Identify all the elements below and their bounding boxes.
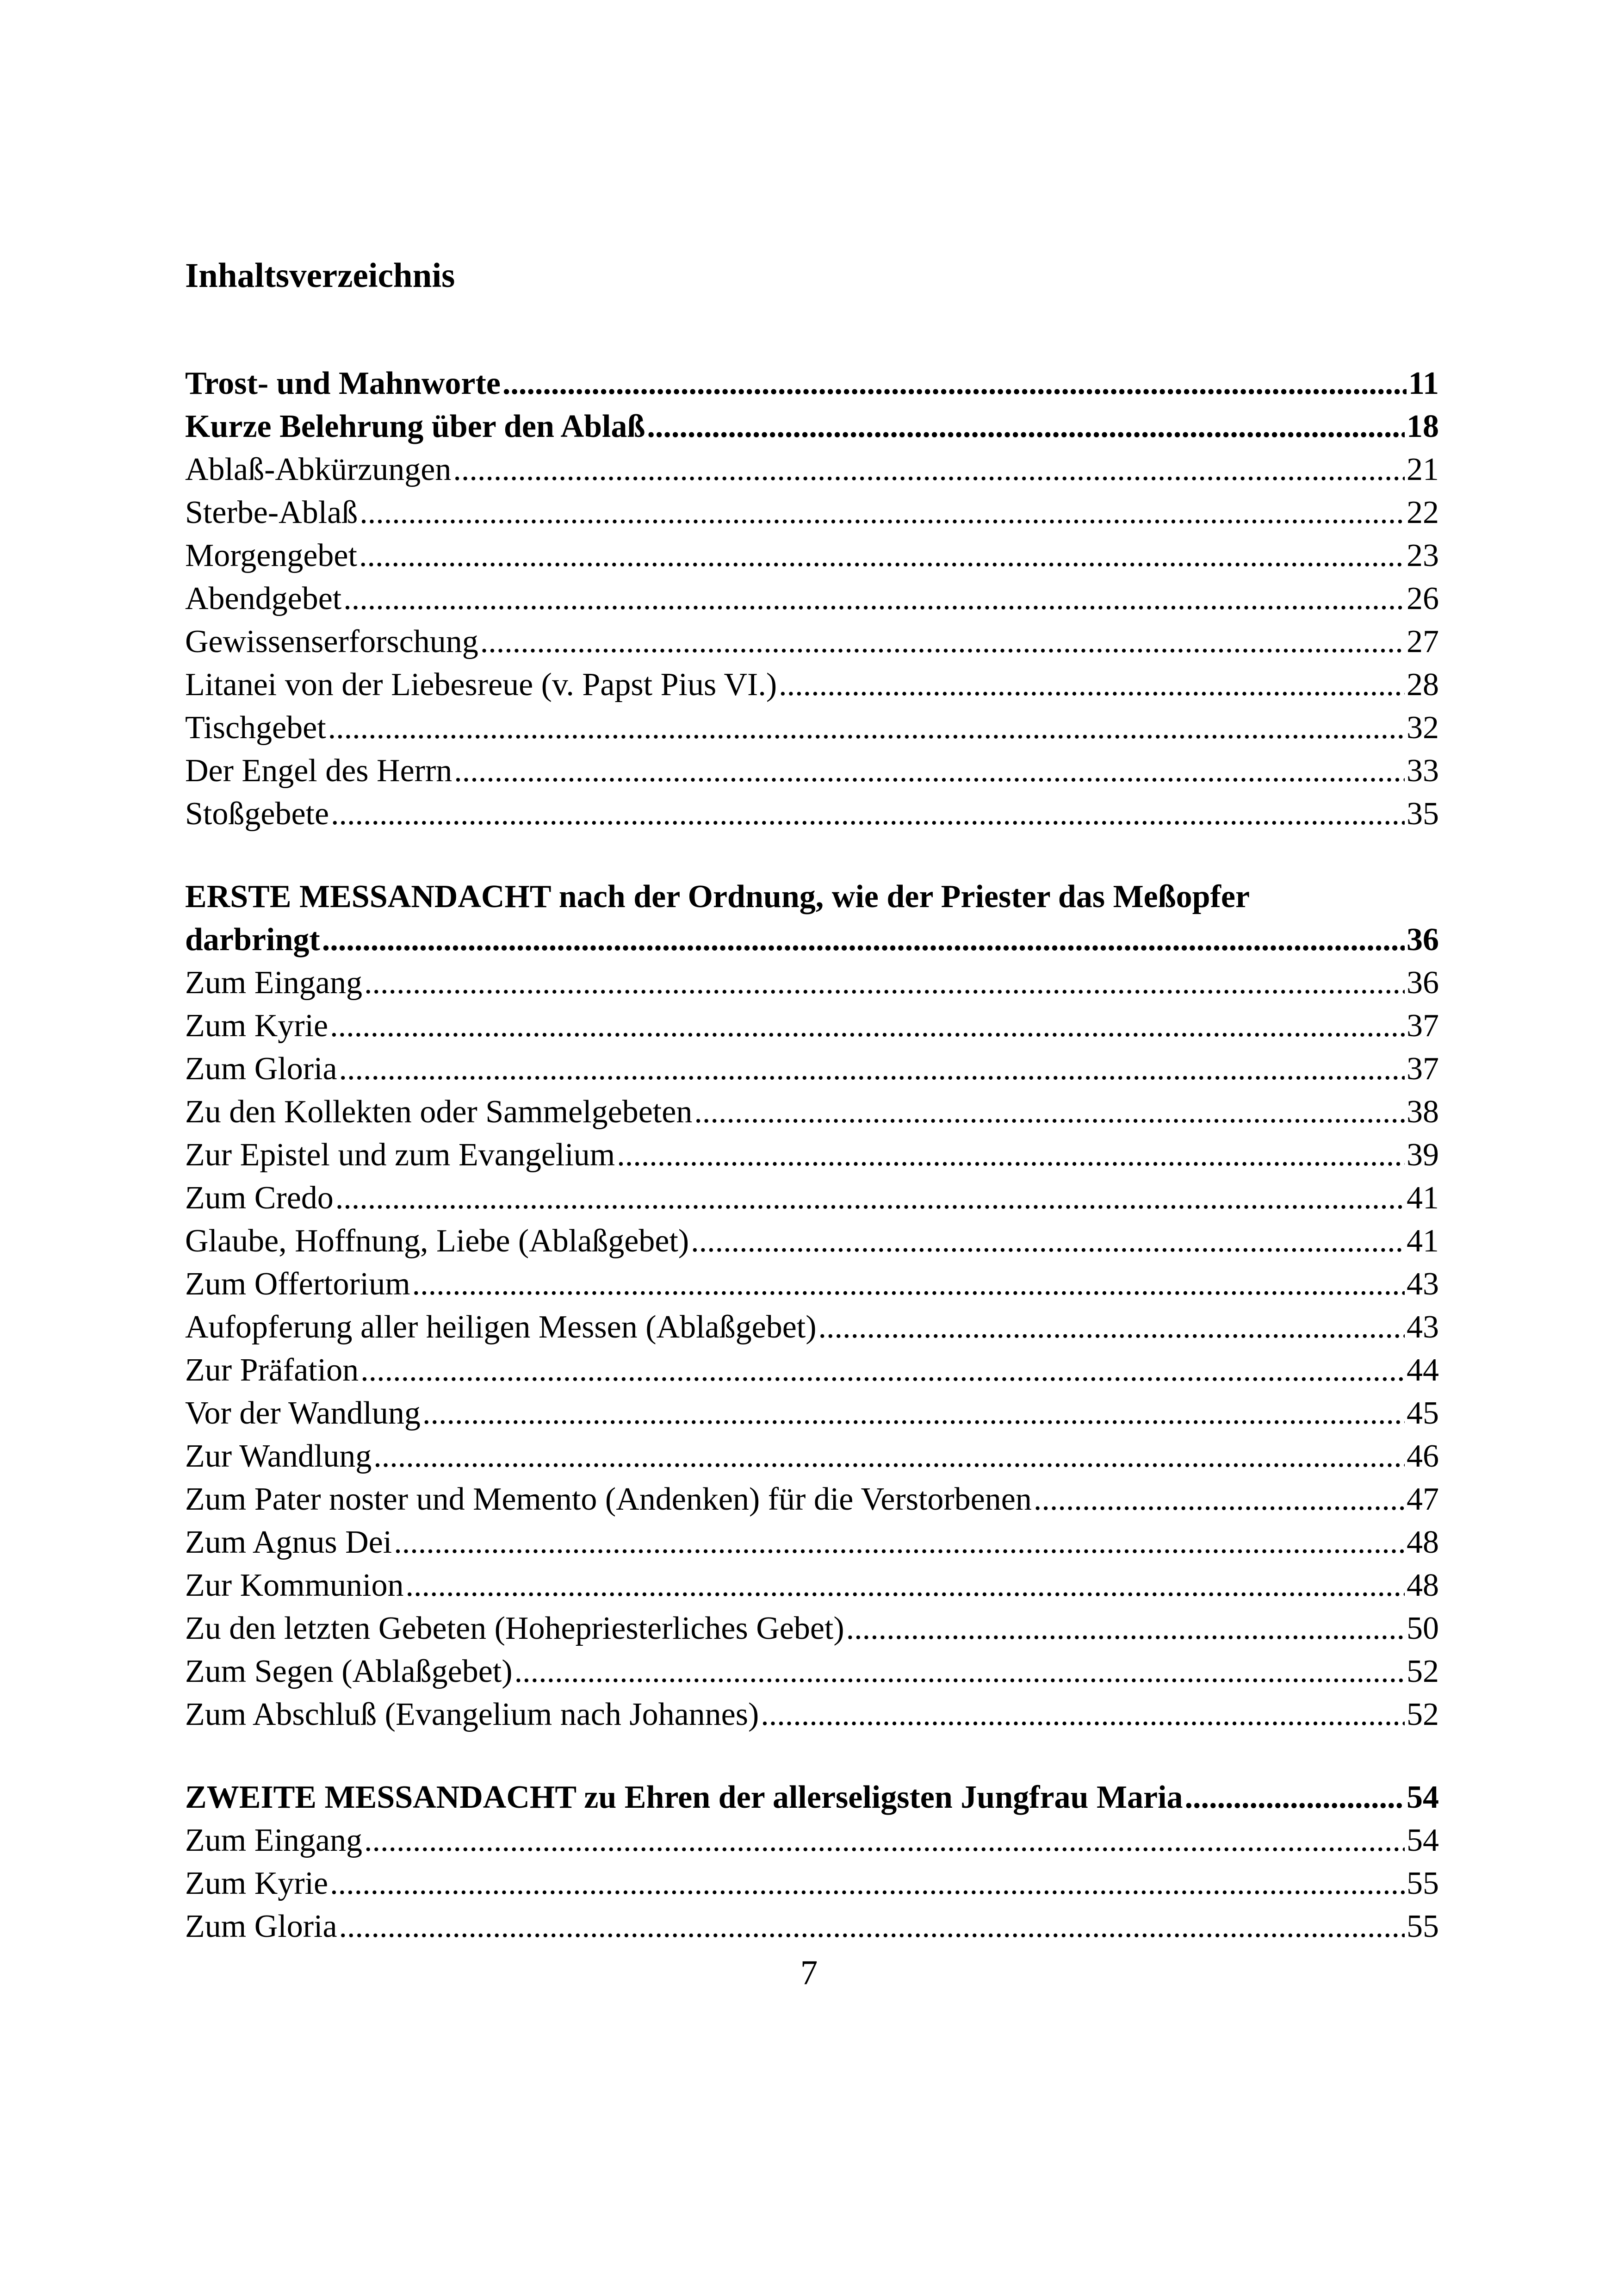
toc-entry	[185, 1607, 1439, 1650]
dot-leader	[453, 448, 1405, 491]
page-title: Inhaltsverzeichnis	[185, 256, 455, 295]
toc-entry-page: 27	[1407, 624, 1439, 660]
toc-entry	[185, 1435, 1439, 1478]
toc-entry	[185, 1090, 1439, 1133]
dot-leader	[454, 749, 1405, 792]
toc-entry-page: 43	[1407, 1266, 1439, 1302]
toc-entry	[185, 1862, 1439, 1905]
toc-entry-page: 37	[1407, 1051, 1439, 1087]
dot-leader	[331, 792, 1405, 835]
toc-entry	[185, 1693, 1439, 1736]
dot-leader	[846, 1607, 1405, 1650]
dot-leader	[694, 1090, 1405, 1133]
section-heading-first-mass: ERSTE MESSANDACHT nach der Ordnung, wie der Priester das Meßopfer	[185, 879, 1250, 915]
toc-entry	[185, 706, 1439, 749]
dot-leader	[1185, 1776, 1405, 1819]
toc-entry-label: Zu den Kollekten oder Sammelgebeten	[185, 1094, 693, 1130]
toc-entry-label: Ablaß-Abkürzungen	[185, 452, 452, 487]
toc-entry-page: 55	[1407, 1866, 1439, 1901]
dot-leader	[394, 1521, 1405, 1564]
toc-entry	[185, 918, 1439, 961]
dot-leader	[480, 620, 1405, 663]
dot-leader	[359, 534, 1405, 577]
toc-entry-label: Zum Offertorium	[185, 1266, 410, 1302]
toc-entry-page: 21	[1407, 452, 1439, 487]
toc-entry-label: Zum Eingang	[185, 1823, 362, 1858]
dot-leader	[339, 1047, 1405, 1090]
toc-entry-label: Zur Epistel und zum Evangelium	[185, 1137, 615, 1173]
toc-entry-label: Litanei von der Liebesreue (v. Papst Pius VI.)	[185, 667, 777, 703]
toc-entry-label: Zum Agnus Dei	[185, 1524, 392, 1560]
toc-entry-label: Gewissenserforschung	[185, 624, 478, 660]
toc-entry-label: Vor der Wandlung	[185, 1395, 421, 1431]
dot-leader	[617, 1133, 1405, 1176]
section-heading-second-mass: ZWEITE MESSANDACHT zu Ehren der allerseligsten Jungfrau Maria	[185, 1780, 1183, 1815]
toc-entry	[185, 663, 1439, 706]
toc-entry	[185, 1220, 1439, 1263]
toc-entry-label: Sterbe-Ablaß	[185, 495, 358, 530]
toc-entry-label: Zum Kyrie	[185, 1008, 329, 1044]
toc-entry-label: Der Engel des Herrn	[185, 753, 453, 789]
dot-leader	[339, 1905, 1405, 1948]
toc-entry-label: Zum Credo	[185, 1180, 334, 1216]
dot-leader	[502, 362, 1407, 405]
toc-entry	[185, 1776, 1439, 1819]
toc-entry-label: Aufopferung aller heiligen Messen (Ablaßgebet)	[185, 1309, 817, 1345]
toc-entry	[185, 620, 1439, 663]
table-of-contents	[185, 362, 1439, 1948]
toc-entry-page: 38	[1407, 1094, 1439, 1130]
toc-entry-label: Zum Pater noster und Memento (Andenken) für die Verstorbenen	[185, 1481, 1032, 1517]
toc-entry	[185, 792, 1439, 835]
toc-entry	[185, 491, 1439, 534]
dot-leader	[647, 405, 1405, 448]
dot-leader	[343, 577, 1405, 620]
section-gap	[185, 835, 1439, 875]
toc-entry-page: 45	[1407, 1395, 1439, 1431]
toc-entry	[185, 1349, 1439, 1392]
toc-entry-page: 28	[1407, 667, 1439, 703]
toc-entry	[185, 1478, 1439, 1521]
toc-entry	[185, 749, 1439, 792]
toc-entry	[185, 1306, 1439, 1349]
toc-entry-page: 18	[1407, 409, 1439, 444]
dot-leader	[364, 961, 1405, 1004]
toc-entry-page: 50	[1407, 1611, 1439, 1646]
dot-leader	[405, 1564, 1405, 1607]
toc-entry-page: 52	[1407, 1697, 1439, 1732]
toc-entry	[185, 1004, 1439, 1047]
dot-leader	[373, 1435, 1405, 1478]
toc-entry-label: Trost- und Mahnworte	[185, 366, 501, 401]
toc-entry	[185, 1650, 1439, 1693]
toc-entry-label: Zum Kyrie	[185, 1866, 329, 1901]
dot-leader	[364, 1819, 1405, 1862]
toc-entry-label: darbringt	[185, 922, 320, 958]
toc-entry-page: 43	[1407, 1309, 1439, 1345]
dot-leader	[779, 663, 1405, 706]
toc-entry-page: 55	[1407, 1909, 1439, 1944]
toc-entry-page: 41	[1407, 1180, 1439, 1216]
toc-entry-label: Kurze Belehrung über den Ablaß	[185, 409, 645, 444]
dot-leader	[360, 491, 1405, 534]
toc-entry-label: Zum Segen (Ablaßgebet)	[185, 1654, 513, 1689]
toc-entry-page: 52	[1407, 1654, 1439, 1689]
dot-leader	[335, 1176, 1405, 1220]
toc-entry-page: 37	[1407, 1008, 1439, 1044]
toc-entry	[185, 1521, 1439, 1564]
toc-entry-page: 36	[1407, 965, 1439, 1001]
dot-leader	[691, 1220, 1405, 1263]
toc-entry-page: 11	[1408, 366, 1439, 401]
toc-entry	[185, 1176, 1439, 1220]
toc-entry-page: 36	[1407, 922, 1439, 958]
toc-entry	[185, 1819, 1439, 1862]
toc-entry	[185, 448, 1439, 491]
toc-entry-page: 32	[1407, 710, 1439, 746]
dot-leader	[761, 1693, 1405, 1736]
toc-entry-page: 47	[1407, 1481, 1439, 1517]
dot-leader	[1034, 1478, 1405, 1521]
toc-entry	[185, 1133, 1439, 1176]
toc-entry-label: Zur Präfation	[185, 1352, 359, 1388]
toc-entry	[185, 577, 1439, 620]
toc-entry-label: Glaube, Hoffnung, Liebe (Ablaßgebet)	[185, 1223, 689, 1259]
toc-entry	[185, 1392, 1439, 1435]
toc-entry-page: 48	[1407, 1524, 1439, 1560]
dot-leader	[412, 1263, 1405, 1306]
toc-entry	[185, 961, 1439, 1004]
toc-entry-page: 46	[1407, 1438, 1439, 1474]
dot-leader	[322, 918, 1405, 961]
toc-entry	[185, 1263, 1439, 1306]
toc-entry-page: 23	[1407, 538, 1439, 573]
toc-entry-label: Zur Wandlung	[185, 1438, 372, 1474]
toc-entry-page: 35	[1407, 796, 1439, 832]
toc-entry-page: 22	[1407, 495, 1439, 530]
toc-entry	[185, 1564, 1439, 1607]
toc-entry-label: Zum Gloria	[185, 1051, 337, 1087]
page-number: 7	[800, 1954, 818, 1992]
toc-entry	[185, 405, 1439, 448]
toc-entry-label: Zum Gloria	[185, 1909, 337, 1944]
dot-leader	[330, 1862, 1405, 1905]
toc-entry-label: Morgengebet	[185, 538, 357, 573]
toc-entry-page: 26	[1407, 581, 1439, 616]
dot-leader	[422, 1392, 1405, 1435]
toc-entry	[185, 534, 1439, 577]
toc-entry-label: Zum Eingang	[185, 965, 362, 1001]
dot-leader	[330, 1004, 1405, 1047]
toc-entry-page: 41	[1407, 1223, 1439, 1259]
section-gap	[185, 1736, 1439, 1776]
dot-leader	[360, 1349, 1405, 1392]
toc-entry-label: Zu den letzten Gebeten (Hohepriesterliches Gebet)	[185, 1611, 844, 1646]
toc-entry-label: Zur Kommunion	[185, 1568, 404, 1603]
toc-entry-page: 54	[1407, 1823, 1439, 1858]
toc-entry	[185, 1047, 1439, 1090]
toc-entry-label: Abendgebet	[185, 581, 342, 616]
dot-leader	[818, 1306, 1405, 1349]
toc-entry	[185, 362, 1439, 405]
dot-leader	[515, 1650, 1405, 1693]
toc-entry-page: 48	[1407, 1568, 1439, 1603]
toc-entry	[185, 1905, 1439, 1948]
toc-entry-page: 33	[1407, 753, 1439, 789]
toc-entry-page: 44	[1407, 1352, 1439, 1388]
dot-leader	[328, 706, 1405, 749]
toc-entry-label: Stoßgebete	[185, 796, 329, 832]
toc-entry-label: Zum Abschluß (Evangelium nach Johannes)	[185, 1697, 759, 1732]
toc-entry-page: 39	[1407, 1137, 1439, 1173]
toc-entry-label: Tischgebet	[185, 710, 326, 746]
toc-entry-page: 54	[1407, 1780, 1439, 1815]
